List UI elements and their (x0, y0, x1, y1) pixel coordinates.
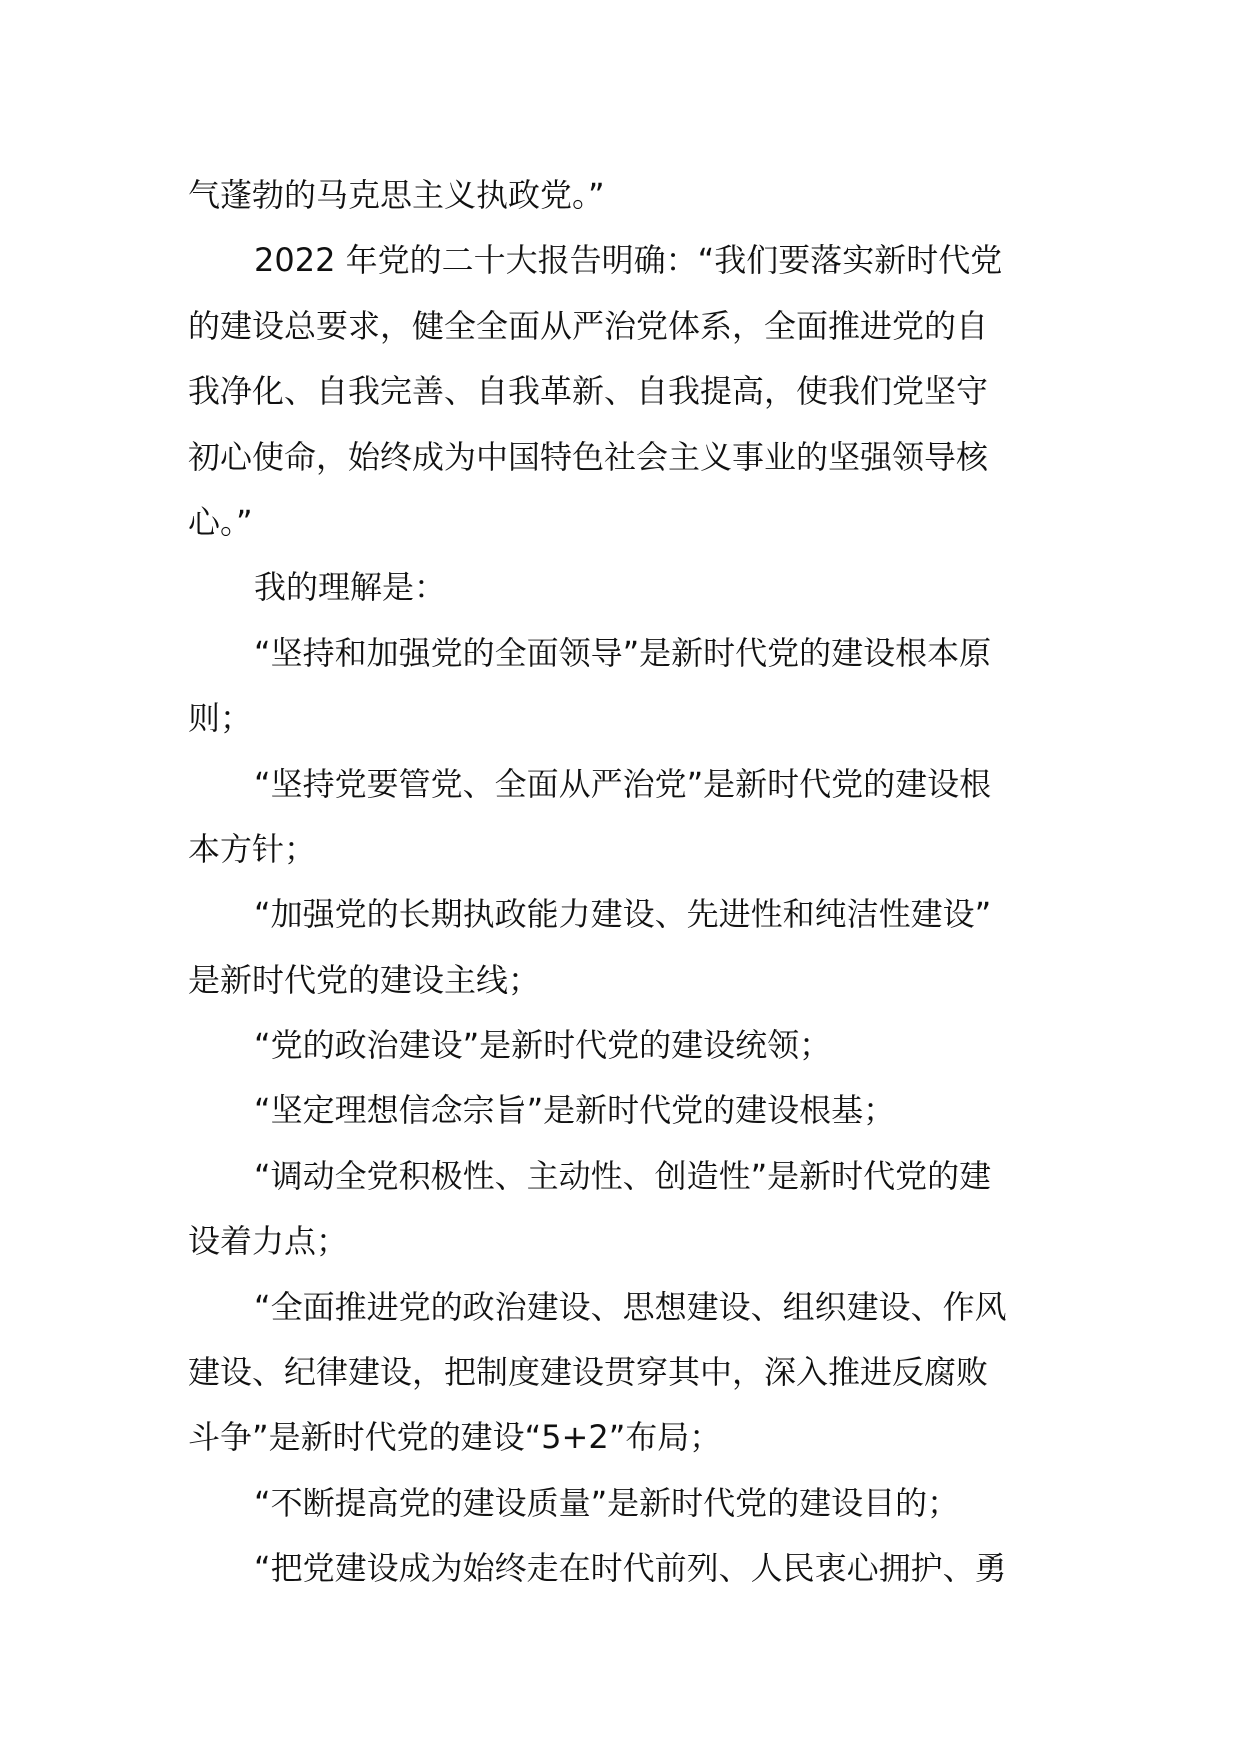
text-line: “不断提高党的建设质量”是新时代党的建设目的； (254, 1483, 960, 1522)
text-line: “加强党的长期执政能力建设、先进性和纯洁性建设” (254, 895, 992, 934)
text-line: 斗争”是新时代党的建设“5+2”布局； (188, 1418, 722, 1457)
text-line: “全面推进党的政治建设、思想建设、组织建设、作风 (254, 1287, 1007, 1326)
text-line: “党的政治建设”是新时代党的建设统领； (254, 1026, 832, 1065)
text-line: 则； (188, 699, 253, 738)
text-line: 气蓬勃的马克思主义执政党。” (188, 176, 605, 214)
text-line: “坚持和加强党的全面领导”是新时代党的建设根本原 (254, 633, 992, 672)
text-line: 是新时代党的建设主线； (188, 960, 541, 999)
text-line: 建设、纪律建设，把制度建设贯穿其中，深入推进反腐败 (188, 1353, 989, 1392)
body-text (188, 163, 1060, 1602)
text-line: 我净化、自我完善、自我革新、自我提高，使我们党坚守 (188, 372, 989, 411)
text-line: “把党建设成为始终走在时代前列、人民衷心拥护、勇 (254, 1549, 1007, 1588)
text-line: 2022 年党的二十大报告明确：“我们要落实新时代党 (254, 241, 1003, 280)
text-line: 本方针； (188, 829, 317, 868)
text-line: 我的理解是： (254, 568, 447, 607)
text-line: 设着力点； (188, 1222, 349, 1261)
text-line: 初心使命，始终成为中国特色社会主义事业的坚强领导核 (188, 437, 989, 476)
text-line: 心。” (188, 502, 253, 541)
text-line: “坚持党要管党、全面从严治党”是新时代党的建设根 (254, 764, 992, 803)
text-line: “调动全党积极性、主动性、创造性”是新时代党的建 (254, 1156, 992, 1195)
text-line: 的建设总要求，健全全面从严治党体系，全面推进党的自 (188, 306, 989, 345)
text-line: “坚定理想信念宗旨”是新时代党的建设根基； (254, 1091, 896, 1130)
